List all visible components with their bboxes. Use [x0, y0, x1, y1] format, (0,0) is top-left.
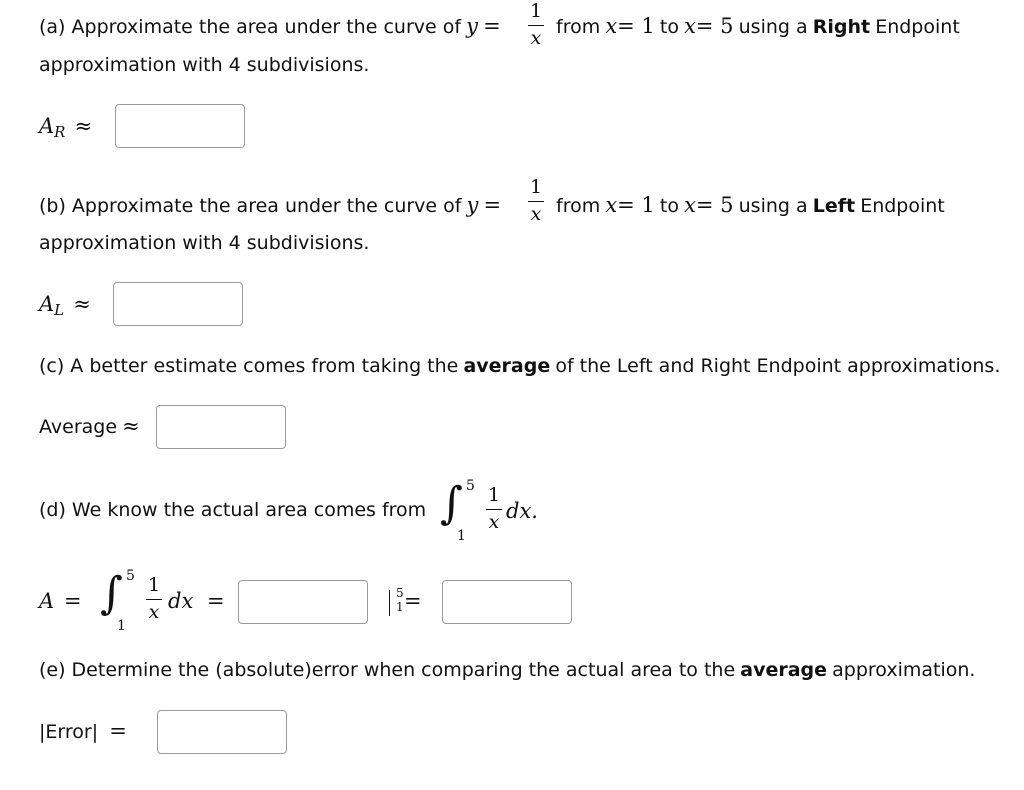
part-b-x1: x — [605, 193, 618, 217]
right-endpoint-answer-input[interactable] — [115, 104, 245, 148]
part-a-y-var: y — [466, 14, 479, 38]
part-a-fraction-num: 1 — [529, 0, 543, 22]
part-a-label-sub: R — [54, 123, 66, 142]
part-b-eq2: = 5 — [695, 193, 734, 217]
part-d-equals: = — [64, 589, 82, 613]
part-a-x2: x — [684, 14, 696, 38]
part-b-to: to — [659, 195, 679, 217]
part-a-to: to — [659, 16, 679, 38]
part-d-prompt: (d) We know the actual area comes from — [39, 499, 427, 521]
part-d-lower-limit: 1 — [457, 528, 466, 544]
exact-area-answer-input[interactable] — [442, 580, 572, 624]
antiderivative-answer-input[interactable] — [238, 580, 368, 624]
part-c-suffix: of the Left and Right Endpoint approximations. — [555, 355, 1001, 377]
part-b-method: Left — [812, 195, 856, 217]
part-e-prompt: (e) Determine the (absolute)error when comparing the actual area to the — [39, 659, 736, 681]
part-b-x2: x — [684, 193, 696, 217]
part-e-bold: average — [740, 659, 828, 681]
part-d-fraction-num: 1 — [487, 484, 501, 506]
part-e-equals: = — [109, 719, 127, 743]
part-d-lower-limit-2: 1 — [117, 618, 126, 634]
part-a-eq2: = 5 — [695, 14, 734, 38]
error-answer-input[interactable] — [157, 710, 287, 754]
part-e-suffix: approximation. — [832, 659, 976, 681]
part-a-answer-label — [39, 114, 92, 141]
part-b-line2: approximation with 4 subdivisions. — [39, 232, 370, 254]
average-answer-input[interactable] — [156, 405, 286, 449]
part-d-fraction-2-num: 1 — [147, 574, 161, 596]
eval-lower-limit: 1 — [396, 600, 404, 614]
part-b-label-sub: L — [54, 301, 65, 320]
part-b-from: from — [556, 195, 601, 217]
part-b-equals: = — [483, 193, 502, 217]
part-d-fraction-2-den: x — [148, 601, 160, 623]
part-b-prompt: (b) Approximate the area under the curve of — [39, 195, 462, 217]
part-b-answer-label — [39, 292, 91, 319]
part-b-fraction-den: x — [530, 203, 542, 225]
part-d-equals-2: = — [207, 589, 225, 613]
part-a-from: from — [556, 16, 601, 38]
part-d-equals-3: = — [404, 589, 422, 613]
part-a-eq1: = 1 — [617, 14, 655, 38]
left-endpoint-answer-input[interactable] — [113, 282, 243, 326]
part-a-fraction-den: x — [530, 27, 542, 49]
part-c-approx: ≈ — [122, 414, 140, 438]
part-b-y-var: y — [466, 193, 479, 217]
integral-sign-icon-2: ∫ — [100, 568, 123, 619]
part-a-label-var: A — [39, 114, 55, 138]
part-d-dx: dx. — [506, 499, 538, 523]
part-b-label-var: A — [39, 292, 55, 316]
part-e-label: |Error| — [39, 721, 99, 743]
part-d-upper-limit-2: 5 — [126, 568, 135, 584]
part-d-a-label: A — [39, 589, 55, 613]
part-b-using: using a — [738, 195, 808, 217]
part-a-prompt: (a) Approximate the area under the curve of — [39, 16, 462, 38]
part-a-line2: approximation with 4 subdivisions. — [39, 54, 370, 76]
part-a-endpoint: Endpoint — [875, 16, 960, 38]
part-a-equals: = — [483, 14, 501, 38]
part-c-prompt: (c) A better estimate comes from taking the — [39, 355, 459, 377]
part-d-upper-limit: 5 — [466, 478, 475, 494]
part-b-fraction-num: 1 — [529, 176, 543, 198]
part-d-dx-2: dx — [168, 589, 194, 613]
integral-sign-icon: ∫ — [440, 478, 463, 529]
part-a-using: using a — [738, 16, 808, 38]
part-c-label: Average — [39, 416, 118, 438]
part-b-approx: ≈ — [73, 292, 91, 316]
part-a-approx: ≈ — [74, 114, 93, 138]
part-a-method: Right — [812, 16, 871, 38]
part-b-eq1: = 1 — [617, 193, 655, 217]
part-c-bold: average — [463, 355, 551, 377]
part-b-endpoint: Endpoint — [860, 195, 945, 217]
eval-upper-limit: 5 — [396, 586, 404, 600]
part-d-fraction-den: x — [488, 511, 500, 533]
evaluation-bar — [389, 590, 392, 616]
part-a-x1: x — [605, 14, 618, 38]
